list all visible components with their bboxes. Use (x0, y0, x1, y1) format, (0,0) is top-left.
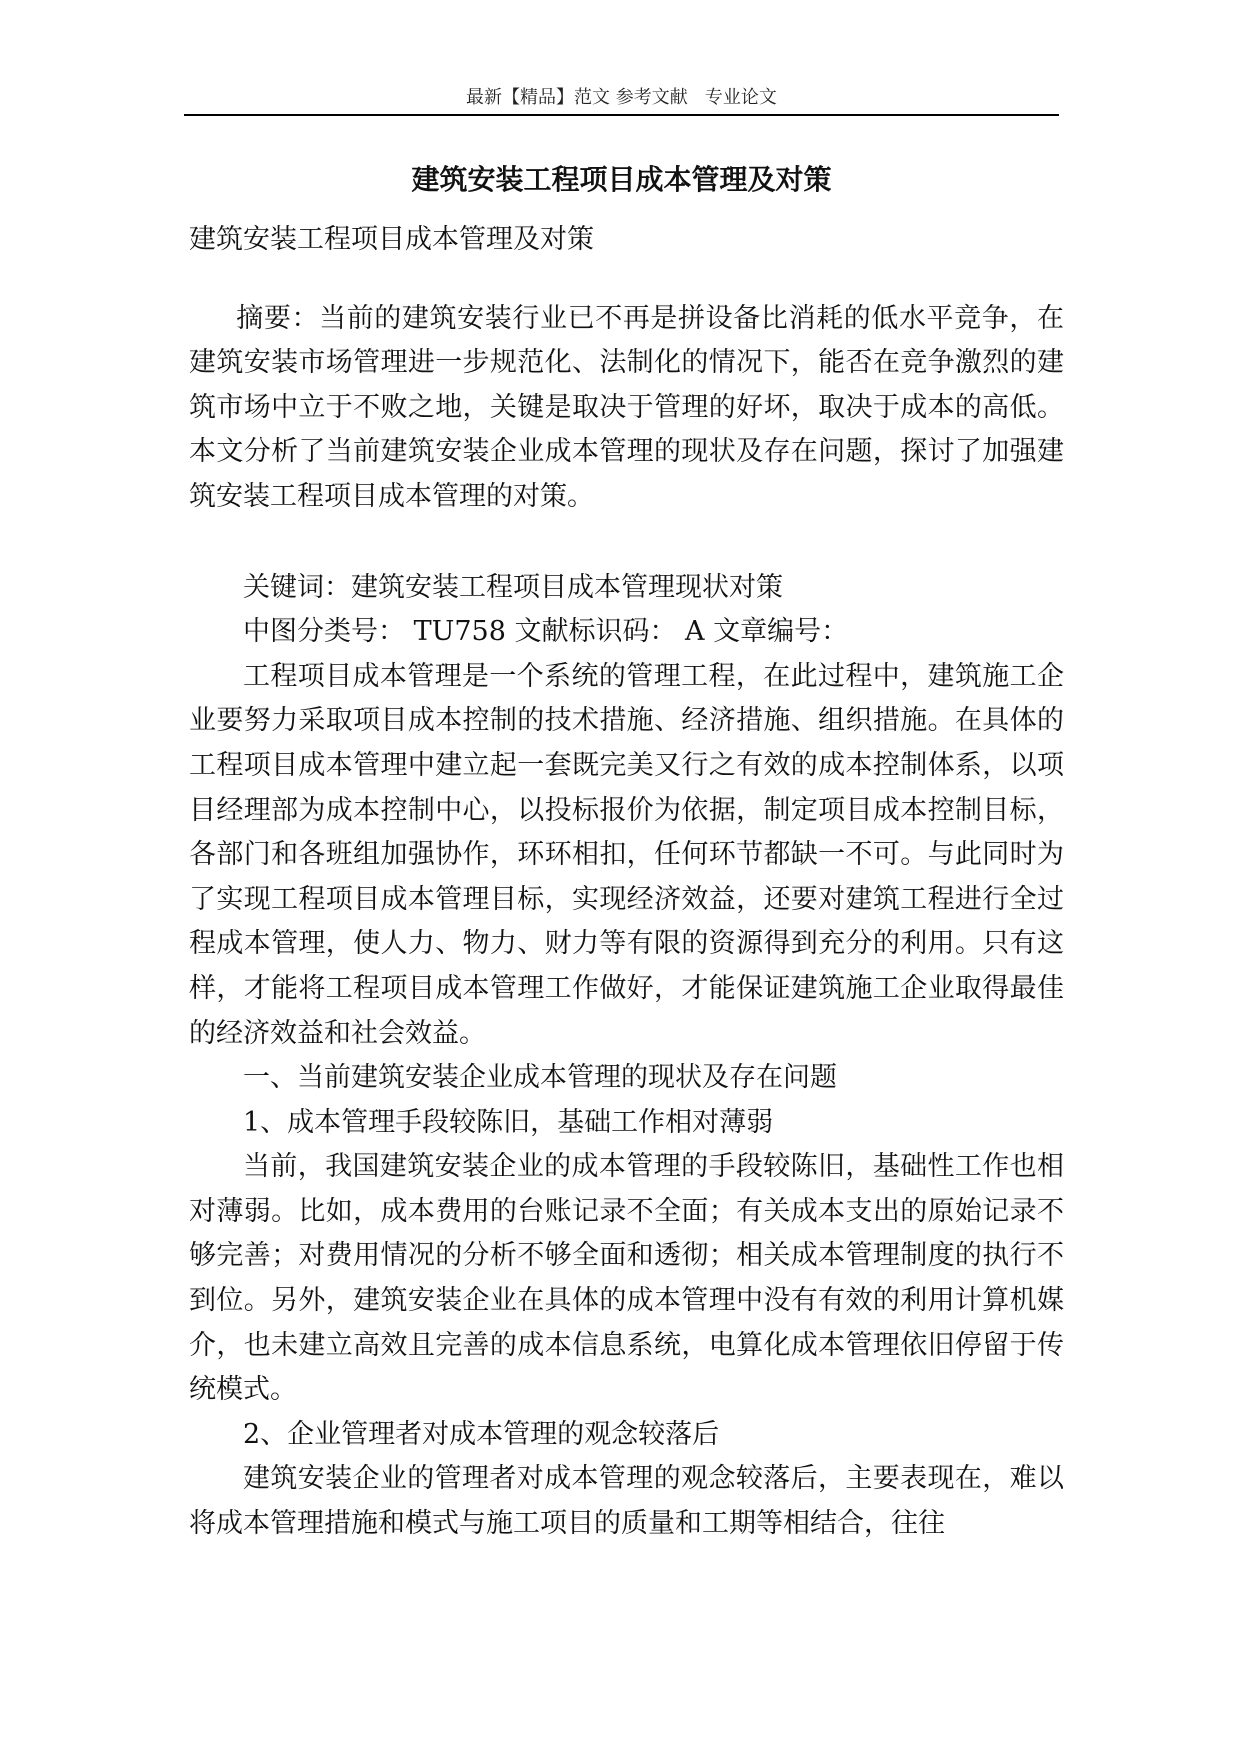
item-2-body: 建筑安装企业的管理者对成本管理的观念较落后，主要表现在，难以将成本管理措施和模式与施工项目的质量和工期等相结合，往往 (189, 1463, 1064, 1540)
item-2-heading: 2、企业管理者对成本管理的观念较落后 (243, 1418, 720, 1450)
document-subtitle: 建筑安装工程项目成本管理及对策 (189, 224, 594, 255)
abstract-paragraph: 摘要：当前的建筑安装行业已不再是拼设备比消耗的低水平竞争，在建筑安装市场管理进一步规范化、法制化的情况下，能否在竞争激烈的建筑市场中立于不败之地，关键是取决于管理的好坏，取决于成本的高低。本文分析了当前建筑安装企业成本管理的现状及存在问题，探讨了加强建筑安装工程项目成本管理的对策。 (189, 302, 1064, 512)
document-body (189, 218, 1064, 1547)
item-1-body: 当前，我国建筑安装企业的成本管理的手段较陈旧，基础性工作也相对薄弱。比如，成本费用的台账记录不全面；有关成本支出的原始记录不够完善；对费用情况的分析不够全面和透彻；相关成本管理制度的执行不到位。另外，建筑安装企业在具体的成本管理中没有有效的利用计算机媒介，也未建立高效且完善的成本信息系统，电算化成本管理依旧停留于传统模式。 (189, 1151, 1064, 1406)
header-rule (184, 114, 1059, 116)
classification-line: 中图分类号： TU758 文献标识码： A 文章编号： (243, 616, 849, 648)
keywords-line: 关键词：建筑安装工程项目成本管理现状对策 (243, 571, 783, 603)
document-title: 建筑安装工程项目成本管理及对策 (411, 163, 832, 196)
intro-paragraph: 工程项目成本管理是一个系统的管理工程，在此过程中，建筑施工企业要努力采取项目成本控制的技术措施、经济措施、组织措施。在具体的工程项目成本管理中建立起一套既完美又行之有效的成本控制体系，以项目经理部为成本控制中心，以投标报价为依据，制定项目成本控制目标，各部门和各班组加强协作，环环相扣，任何环节都缺一不可。与此同时为了实现工程项目成本管理目标，实现经济效益，还要对建筑工程进行全过程成本管理，使人力、物力、财力等有限的资源得到充分的利用。只有这样，才能将工程项目成本管理工作做好，才能保证建筑施工企业取得最佳的经济效益和社会效益。 (189, 660, 1064, 1049)
section-1-heading: 一、当前建筑安装企业成本管理的现状及存在问题 (243, 1062, 837, 1094)
running-header: 最新【精品】范文 参考文献 专业论文 (466, 87, 777, 108)
item-1-heading: 1、成本管理手段较陈旧，基础工作相对薄弱 (243, 1106, 774, 1138)
